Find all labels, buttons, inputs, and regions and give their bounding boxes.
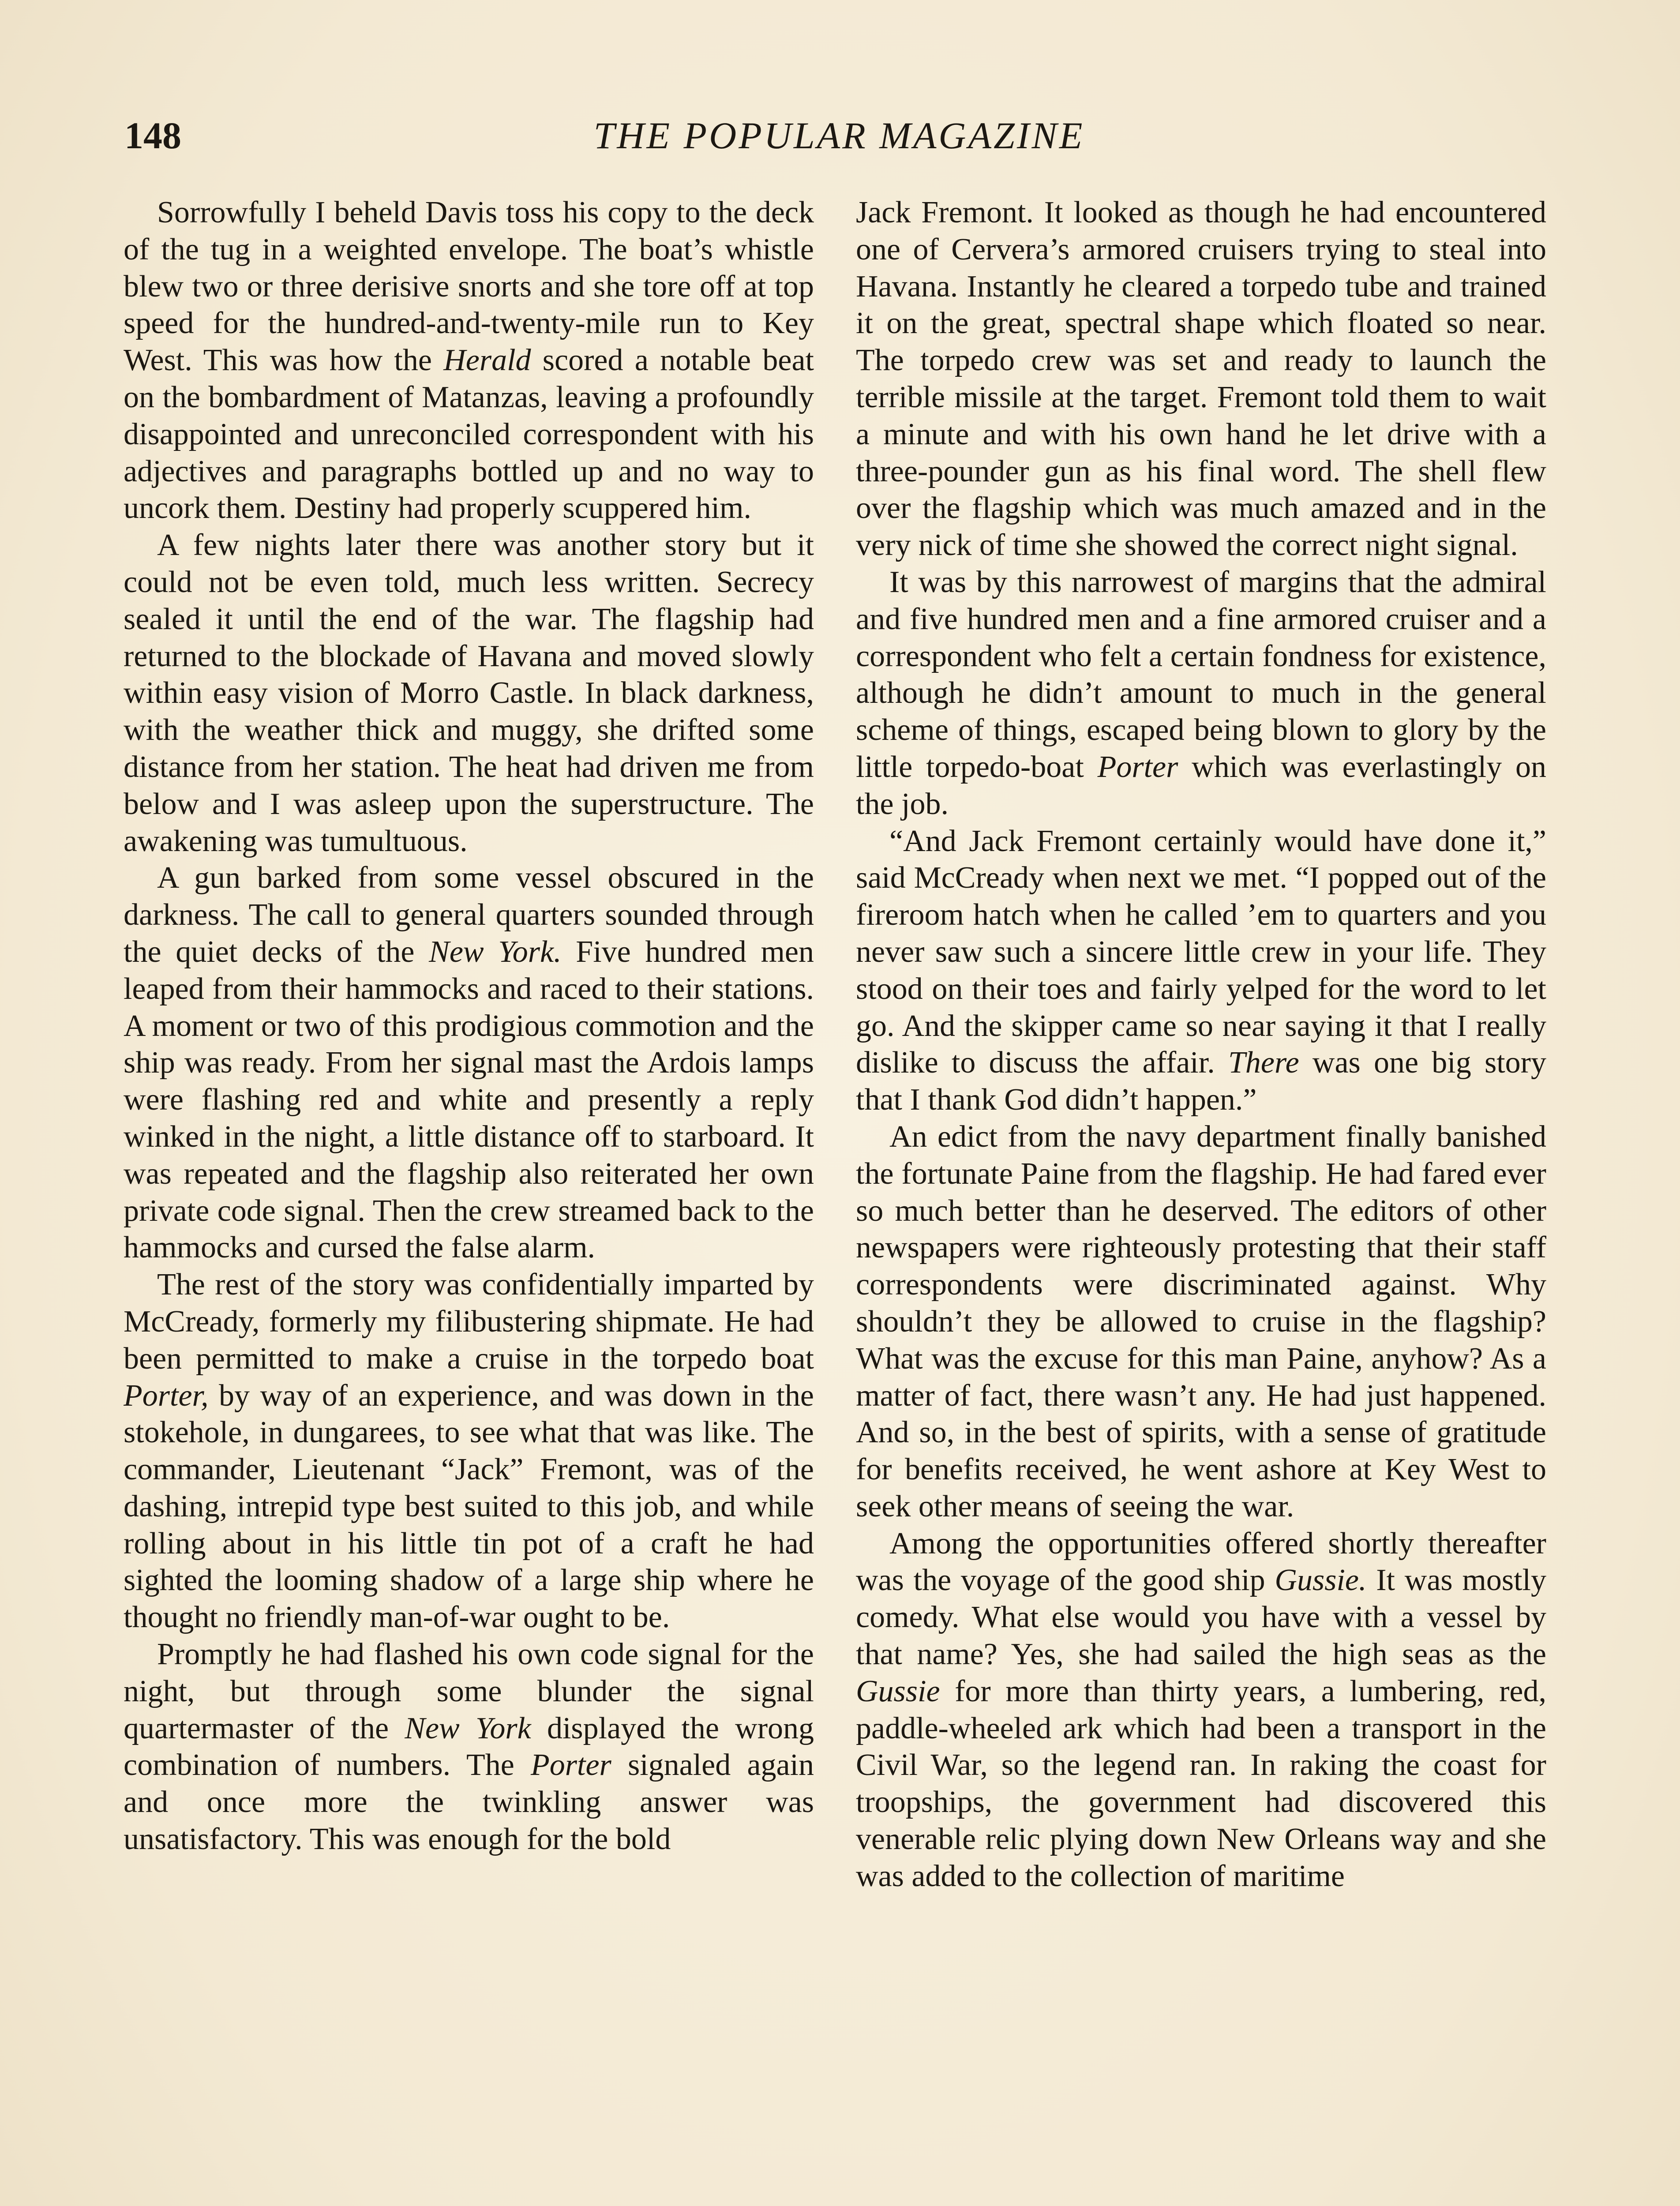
paragraph: The rest of the story was confidentially imparted by McCready, formerly my filibustering shipmate. He had been permitted to make a cruise in the torpedo boat Porter, by way of an experience, and was down in the stokehole, in dungarees, to see what that was like. The commander, Lieutenant “Jack” Fremont, was of the dashing, intrepid type best suited to this job, and while rolling about in his little tin pot of a craft he had sighted the looming shadow of a large ship where he thought no friendly man-of-war ought to be. [124,1268,814,1635]
paragraph: It was by this narrowest of margins that the admiral and five hundred men and a fine armored cruiser and a correspondent who felt a certain fondness for existence, although he didn’t amount to much in the general scheme of things, escaped being blown to glory by the little torpedo-boat Porter which was everlastingly on the job. [856,565,1546,821]
paragraph: Promptly he had flashed his own code signal for the night, but through some blunder the signal quartermaster of the New York displayed the wrong combination of numbers. The Porter signaled again and once more the twinkling answer was unsatisfactory. This was enough for the bold [124,1637,814,1857]
paragraph: Sorrowfully I beheld Davis toss his copy to the deck of the tug in a weighted envelope. The boat’s whistle blew two or three derisive snorts and she tore off at top speed for the hundred-and-twenty-mile run to Key West. This was how the Herald scored a notable beat on the bombardment of Matanzas, leaving a profoundly disappointed and unreconciled correspondent with his adjectives and paragraphs bottled up and no way to uncork them. Destiny had properly scuppered him. [124,195,814,525]
paragraph: “And Jack Fremont certainly would have done it,” said McCready when next we met. “I popped out of the fireroom hatch when he called ’em to quarters and you never saw such a sincere little crew in your life. They stood on their toes and fairly yelped for the word to let go. And the skipper came so near saying it that I really dislike to discuss the affair. There was one big story that I thank God didn’t happen.” [856,824,1546,1117]
paragraph: Among the opportunities offered shortly thereafter was the voyage of the good ship Gussie. It was mostly comedy. What else would you have with a vessel by that name? Yes, she had sailed the high seas as the Gussie for more than thirty years, a lumbering, red, paddle-wheeled ark which had been a transport in the Civil War, so the legend ran. In raking the coast for troopships, the government had discovered this venerable relic plying down New Orleans way and she was added to the collection of maritime [856,1526,1546,1893]
paragraph: A few nights later there was another story but it could not be even told, much less written. Secrecy sealed it until the end of the war. The flagship had returned to the blockade of Havana and moved slowly within easy vision of Morro Castle. In black darkness, with the weather thick and muggy, she drifted some distance from her station. The heat had driven me from below and I was asleep upon the superstructure. The awakening was tumultuous. [124,528,814,858]
left-column [124,194,814,2206]
page-number: 148 [124,114,181,157]
paragraph: Jack Fremont. It looked as though he had encountered one of Cervera’s armored cruisers trying to steal into Havana. Instantly he cleared a torpedo tube and trained it on the great, spectral shape which floated so near. The torpedo crew was set and ready to launch the terrible missile at the target. Fremont told them to wait a minute and with his own hand he let drive with a three-pounder gun as his final word. The shell flew over the flagship which was much amazed and in the very nick of time she showed the correct night signal. [856,195,1546,563]
right-column [856,194,1546,2206]
paragraph: A gun barked from some vessel obscured in the darkness. The call to general quarters sounded through the quiet decks of the New York. Five hundred men leaped from their hammocks and raced to their stations. A moment or two of this prodigious commotion and the ship was ready. From her signal mast the Ardois lamps were flashing red and white and presently a reply winked in the night, a little distance off to starboard. It was repeated and the flagship also reiterated her own private code signal. Then the crew streamed back to the hammocks and cursed the false alarm. [124,861,814,1265]
paragraph: An edict from the navy department finally banished the fortunate Paine from the flagship. He had fared ever so much better than he deserved. The editors of other newspapers were righteously protesting that their staff correspondents were discriminated against. Why shouldn’t they be allowed to cruise in the flagship? What was the excuse for this man Paine, anyhow? As a matter of fact, there wasn’t any. He had just happened. And so, in the best of spirits, with a sense of gratitude for benefits received, he went ashore at Key West to seek other means of seeing the war. [856,1119,1546,1523]
running-title: THE POPULAR MAGAZINE [593,114,1085,157]
page-header [124,111,1554,160]
